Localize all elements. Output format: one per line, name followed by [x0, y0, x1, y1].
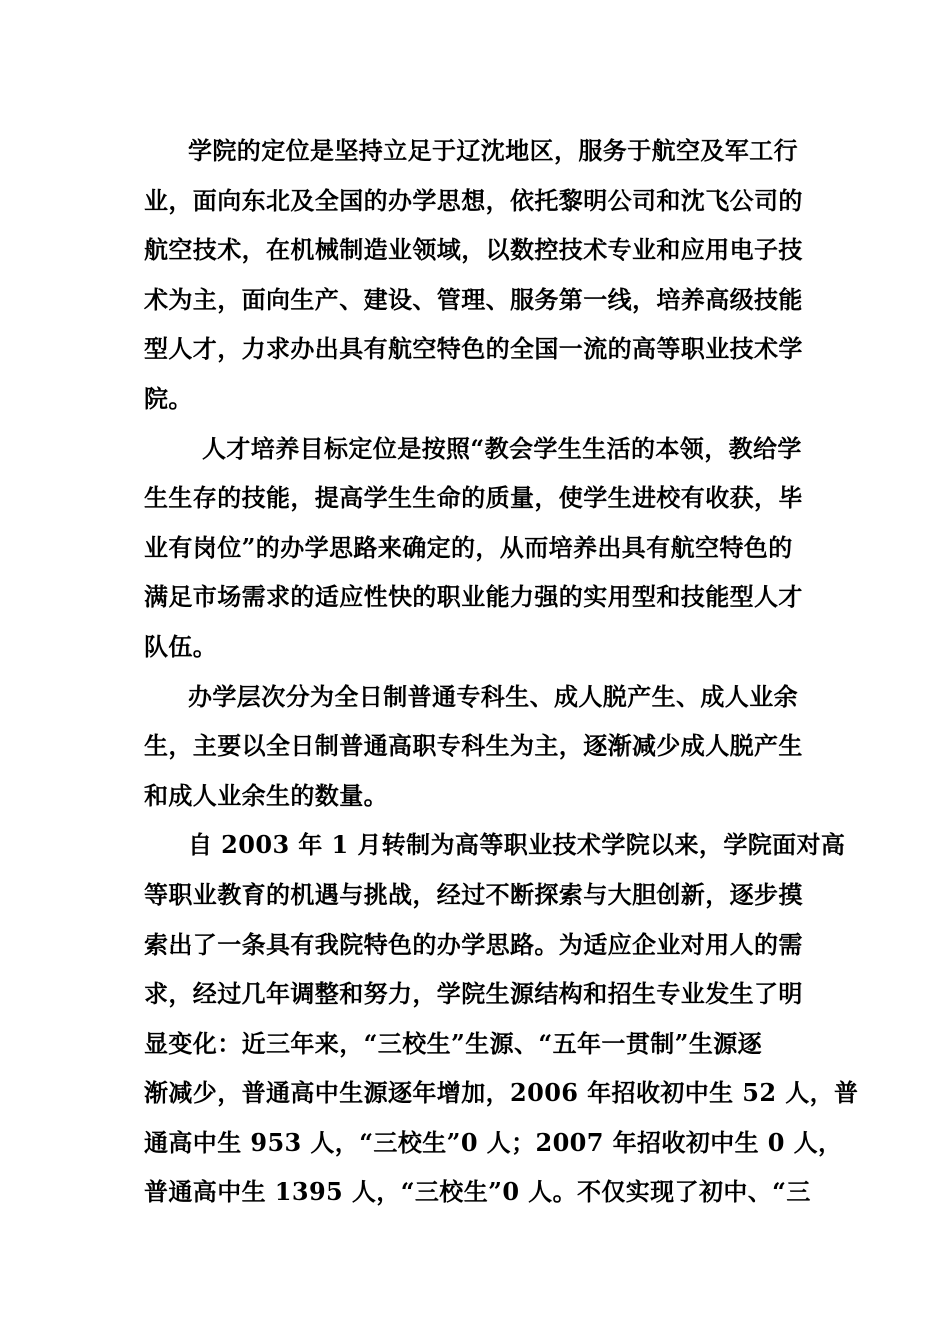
- text-line: 型人才，力求办出具有航空特色的全国一流的高等职业技术学: [144, 334, 803, 364]
- text-line: 自 2003 年 1 月转制为高等职业技术学院以来，学院面对高: [188, 830, 846, 860]
- text-line: 航空技术，在机械制造业领域，以数控技术专业和应用电子技: [144, 235, 803, 265]
- text-line: 显变化：近三年来，“三校生”生源、“五年一贯制”生源逐: [144, 1028, 763, 1058]
- text-line: 队伍。: [144, 631, 218, 661]
- paragraph-positioning: [144, 126, 808, 424]
- paragraph-talent-goal: [144, 424, 808, 672]
- text-line: 和成人业余生的数量。: [144, 780, 388, 810]
- text-line: 人才培养目标定位是按照“教会学生生活的本领，教给学: [202, 433, 802, 463]
- text-line: 生生存的技能，提高学生生命的质量，使学生进校有收获，毕: [144, 483, 803, 513]
- text-line: 求，经过几年调整和努力，学院生源结构和招生专业发生了明: [144, 979, 803, 1009]
- text-line: 索出了一条具有我院特色的办学思路。为适应企业对用人的需: [144, 929, 803, 959]
- text-line: 等职业教育的机遇与挑战，经过不断探索与大胆创新，逐步摸: [144, 879, 803, 909]
- text-line: 学院的定位是坚持立足于辽沈地区，服务于航空及军工行: [188, 136, 798, 165]
- document-body: [144, 126, 859, 1217]
- text-line: 普通高中生 1395 人，“三校生”0 人。不仅实现了初中、“三: [144, 1177, 811, 1207]
- text-line: 办学层次分为全日制普通专科生、成人脱产生、成人业余: [188, 681, 798, 711]
- text-line: 通高中生 953 人，“三校生”0 人；2007 年招收初中生 0 人，: [144, 1127, 843, 1157]
- text-line: 渐减少，普通高中生源逐年增加，2006 年招收初中生 52 人，普: [144, 1078, 859, 1108]
- text-line: 满足市场需求的适应性快的职业能力强的实用型和技能型人才: [144, 582, 803, 612]
- text-line: 术为主，面向生产、建设、管理、服务第一线，培养高级技能: [144, 284, 803, 314]
- paragraph-education-levels: [144, 672, 808, 821]
- text-line: 院。: [144, 383, 193, 413]
- paragraph-enrollment-change: [144, 820, 859, 1217]
- text-line: 业，面向东北及全国的办学思想，依托黎明公司和沈飞公司的: [144, 185, 803, 215]
- text-line: 业有岗位”的办学思路来确定的，从而培养出具有航空特色的: [144, 532, 793, 562]
- text-line: 生，主要以全日制普通高职专科生为主，逐渐减少成人脱产生: [144, 731, 803, 761]
